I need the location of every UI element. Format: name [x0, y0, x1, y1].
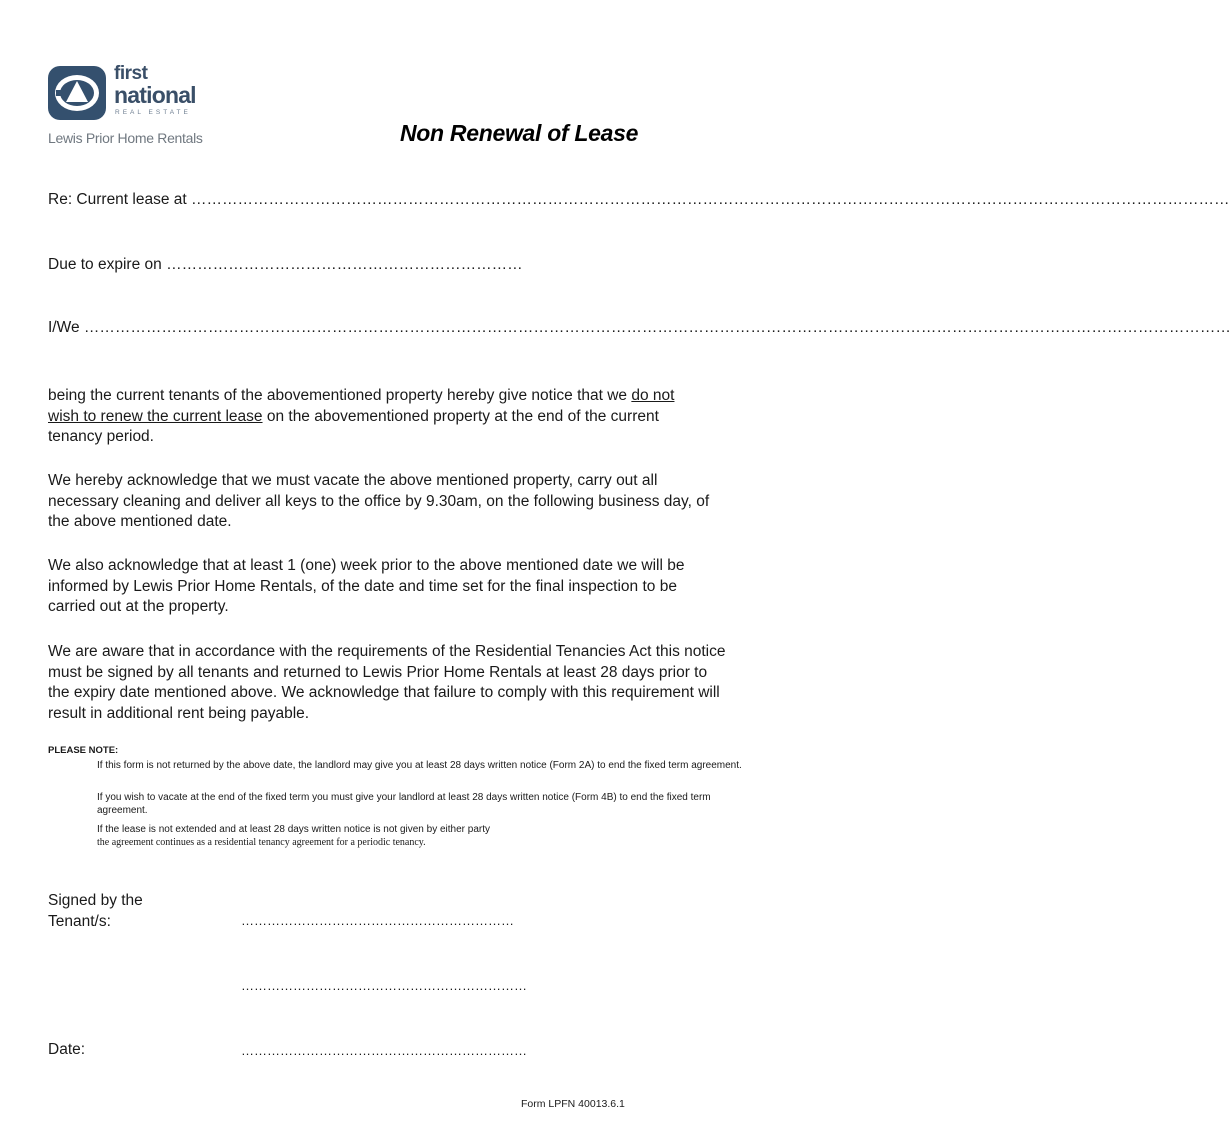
notice-paragraph — [48, 386, 728, 448]
expire-label: Due to expire on — [48, 256, 162, 273]
notice-text-1: being the current tenants of the abovementioned property hereby give notice that we — [48, 387, 632, 404]
date-signature-line[interactable]: ………………………………………………………… — [241, 1043, 527, 1058]
expire-date-field[interactable] — [48, 256, 523, 274]
current-lease-dotted-line[interactable]: ………………………………………………………………………………………………………………………………………………………………………………… — [191, 191, 1230, 208]
form-number: Form LPFN 40013.6.1 — [521, 1098, 625, 1110]
notice-text-3: tenancy period. — [48, 428, 154, 445]
note-form-4b: If you wish to vacate at the end of the fixed term you must give your landlord at least 28 days written notice (Form 4B) to end the fixed term agreement. — [97, 792, 711, 816]
logo-brand-real-estate: REAL ESTATE — [115, 109, 191, 116]
expire-date-dotted-line[interactable]: …………………………………………………………… — [166, 256, 523, 273]
logo-brand-national: national — [114, 82, 196, 108]
current-lease-field[interactable] — [48, 191, 1230, 209]
notice-emphasis-renew: wish to renew the current lease — [48, 407, 263, 425]
note-form-2a: If this form is not returned by the above date, the landlord may give you at least 28 days written notice (Form 2A) to end the fixed term agreement. — [97, 760, 742, 771]
vacate-paragraph: We hereby acknowledge that we must vacate the above mentioned property, carry out all necessary cleaning and deliver all keys to the office by 9.30am, on the following business day, of the above mentioned date. — [48, 472, 710, 530]
tenant-signature-line-1[interactable]: ……………………………………………………… — [241, 913, 514, 928]
current-lease-label: Re: Current lease at — [48, 191, 187, 208]
note-periodic-line-1: If the lease is not extended and at least 28 days written notice is not given by either party — [97, 824, 491, 835]
signed-by-label — [48, 890, 143, 932]
tenant-signature-line-2[interactable]: ………………………………………………………… — [241, 978, 527, 993]
logo-subtitle: Lewis Prior Home Rentals — [48, 130, 203, 146]
date-label: Date: — [48, 1041, 86, 1058]
inspection-paragraph: We also acknowledge that at least 1 (one) week prior to the above mentioned date we will be informed by Lewis Prior Home Rentals, of the date and time set for the final inspection to be carried out at the property. — [48, 557, 685, 615]
please-note-heading: PLEASE NOTE: — [48, 745, 119, 756]
logo-brand-first: first — [114, 63, 148, 84]
first-national-logo-icon — [48, 66, 106, 120]
note-periodic-line-2: the agreement continues as a residential tenancy agreement for a periodic tenancy. — [97, 837, 426, 848]
signed-by-line-2: Tenant/s: — [48, 913, 111, 930]
signed-by-line-1: Signed by the — [48, 892, 143, 909]
tenant-label: I/We — [48, 319, 80, 336]
notice-emphasis-do-not: do not — [631, 387, 675, 404]
tenant-names-field[interactable] — [48, 319, 1231, 337]
tenancies-act-paragraph: We are aware that in accordance with the requirements of the Residential Tenancies Act this notice must be signed by all tenants and returned to Lewis Prior Home Rentals at least 28 days prior to the expiry date mentioned above. We acknowledge that failure to comply with this requirement will result in additional rent being payable. — [48, 643, 726, 722]
document-title: Non Renewal of Lease — [400, 120, 639, 146]
tenant-names-dotted-line[interactable]: …………………………………………………………………………………………………………………………………………………………………………………………………… — [83, 319, 1231, 336]
notice-text-2: on the abovementioned property at the end of the current — [262, 407, 659, 425]
